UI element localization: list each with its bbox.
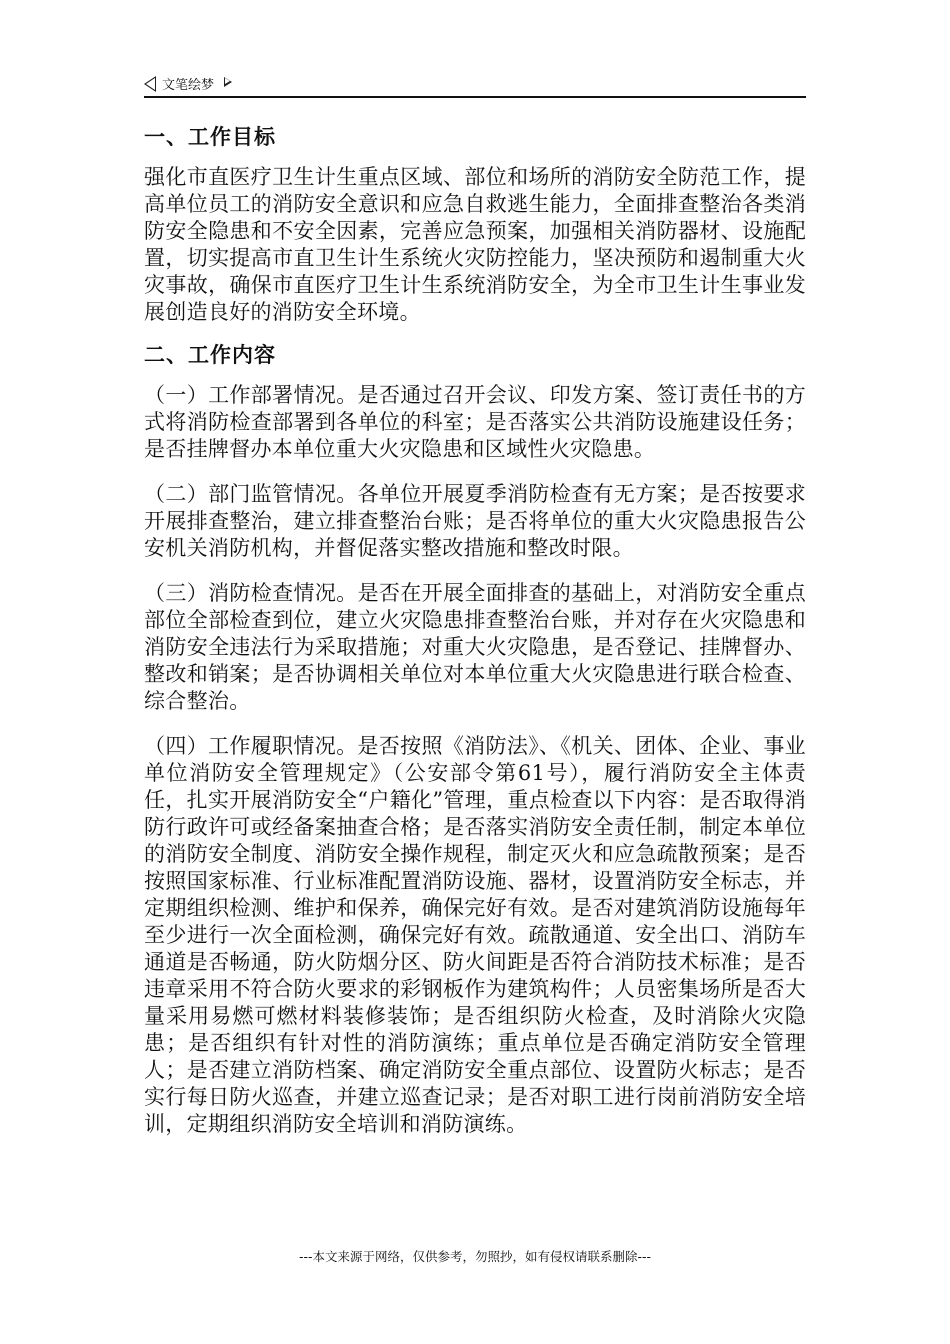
footer-notice: ---本文来源于网络，仅供参考，勿照抄，如有侵权请联系删除--- bbox=[298, 1249, 652, 1264]
right-triangle-icon bbox=[224, 77, 232, 87]
document-body bbox=[144, 118, 806, 1138]
header-brand-row bbox=[144, 74, 232, 93]
content-item-duty: （四）工作履职情况。是否按照《消防法》、《机关、团体、企业、事业单位消防安全管理规定》（公安部令第61号），履行消防安全主体责任，扎实开展消防安全“户籍化”管理，重点检查以下内容：是否取得消防行政许可或经备案抽查合格；是否落实消防安全责任制，制定本单位的消防安全制度、消防安全操作规程，制定灭火和应急疏散预案；是否按照国家标准、行业标准配置消防设施、器材，设置消防安全标志，并定期组织检测、维护和保养，确保完好有效。是否对建筑消防设施每年至少进行一次全面检测，确保完好有效。疏散通道、安全出口、消防车通道是否畅通，防火防烟分区、防火间距是否符合消防技术标准；是否违章采用不符合防火要求的彩钢板作为建筑构件；人员密集场所是否大量采用易燃可燃材料装修装饰；是否组织防火检查，及时消除火灾隐患；是否组织有针对性的消防演练；重点单位是否确定消防安全管理人；是否建立消防档案、确定消防安全重点部位、设置防火标志；是否实行每日防火巡查，并建立巡查记录；是否对职工进行岗前消防安全培训，定期组织消防安全培训和消防演练。 bbox=[144, 734, 806, 1136]
content-item-inspection: （三）消防检查情况。是否在开展全面排查的基础上，对消防安全重点部位全部检查到位，建立火灾隐患排查整治台账，并对存在火灾隐患和消防安全违法行为采取措施；对重大火灾隐患，是否登记、挂牌督办、整改和销案；是否协调相关单位对本单位重大火灾隐患进行联合检查、综合整治。 bbox=[144, 581, 806, 713]
section-title-goals: 一、工作目标 bbox=[144, 125, 276, 149]
goals-paragraph: 强化市直医疗卫生计生重点区域、部位和场所的消防安全防范工作，提高单位员工的消防安全意识和应急自救逃生能力，全面排查整治各类消防安全隐患和不安全因素，完善应急预案，加强相关消防器材、设施配置，切实提高市直卫生计生系统火灾防控能力，坚决预防和遏制重大火灾事故，确保市直医疗卫生计生系统消防安全，为全市卫生计生事业发展创造良好的消防安全环境。 bbox=[144, 165, 806, 324]
header-brand: 文笔绘梦 bbox=[162, 78, 215, 93]
content-item-deployment: （一）工作部署情况。是否通过召开会议、印发方案、签订责任书的方式将消防检查部署到各单位的科室；是否落实公共消防设施建设任务；是否挂牌督办本单位重大火灾隐患和区域性火灾隐患。 bbox=[144, 383, 806, 461]
page-header bbox=[144, 72, 806, 98]
section-title-content: 二、工作内容 bbox=[144, 343, 276, 367]
left-triangle-icon bbox=[144, 76, 156, 92]
content-item-supervision: （二）部门监管情况。各单位开展夏季消防检查有无方案；是否按要求开展排查整治，建立排查整治台账；是否将单位的重大火灾隐患报告公安机关消防机构，并督促落实整改措施和整改时限。 bbox=[144, 482, 806, 560]
